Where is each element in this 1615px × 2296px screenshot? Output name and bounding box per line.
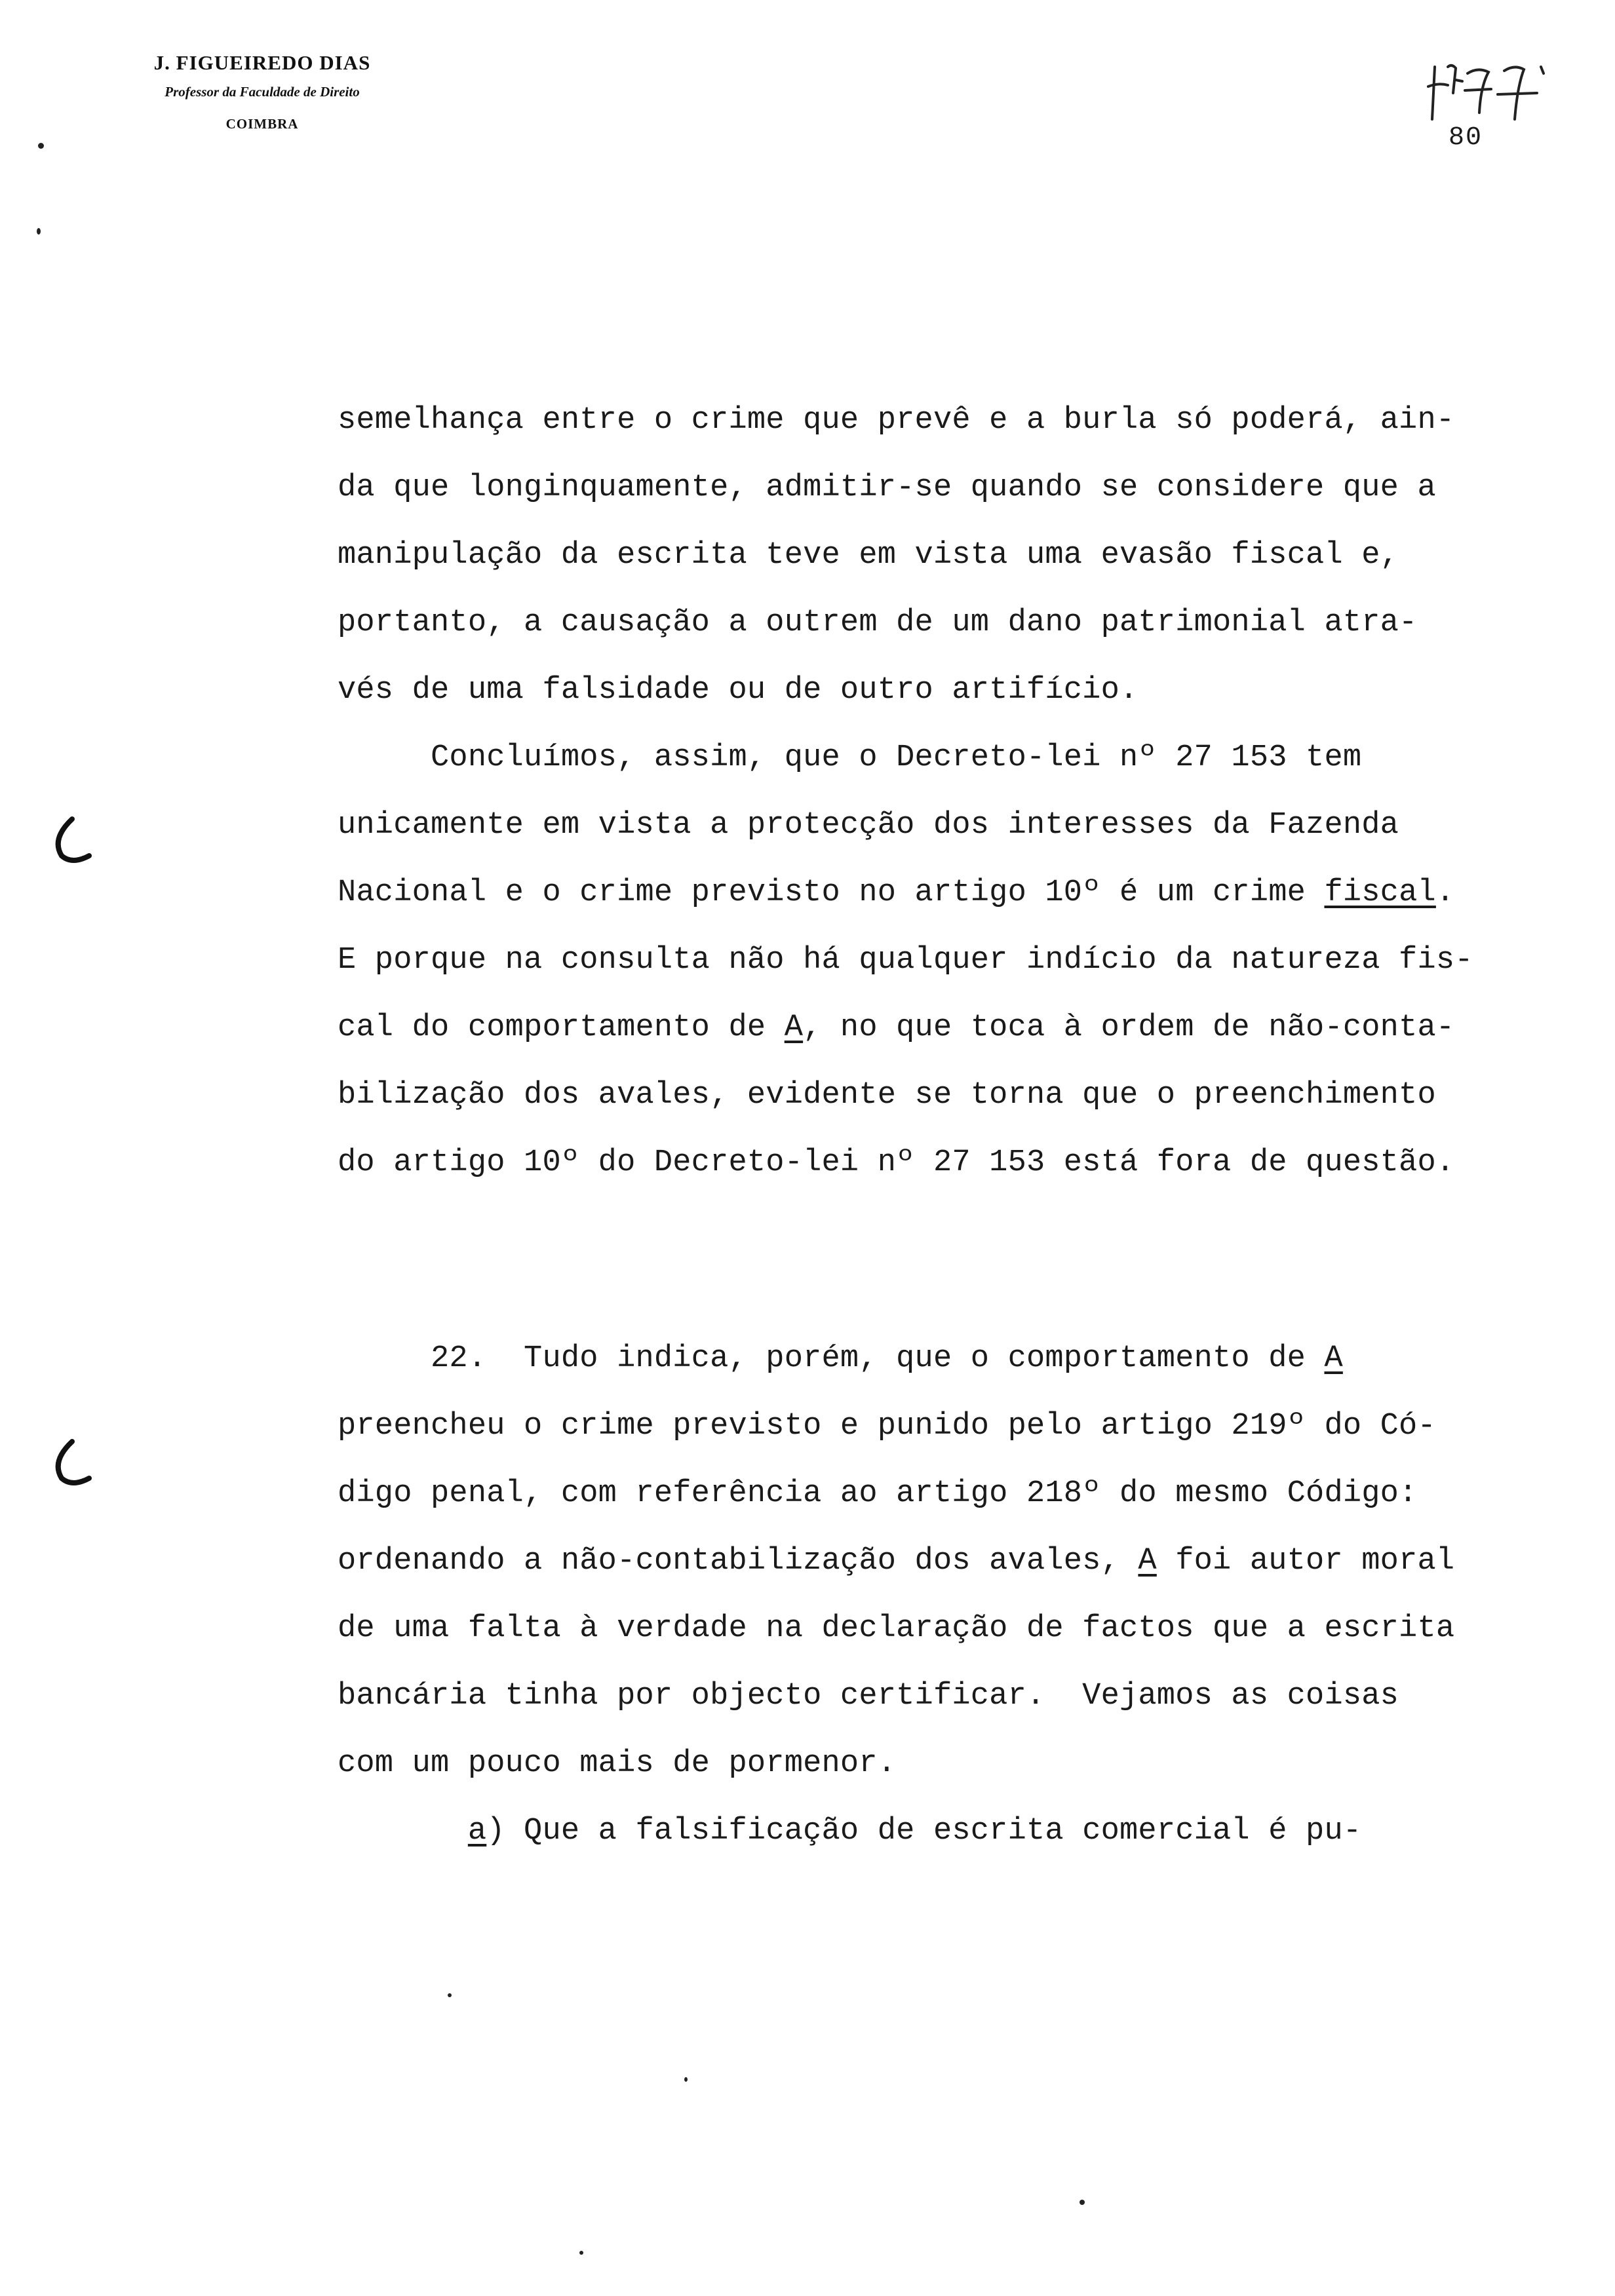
text-run: manipulação da escrita teve em vista uma evasão fiscal e, [338, 538, 1399, 573]
text-line [338, 657, 1517, 724]
text-run: bancária tinha por objecto certificar. Vejamos as coisas [338, 1679, 1399, 1713]
text-run: do artigo 10º do Decreto-lei nº 27 153 está fora de questão. [338, 1145, 1455, 1180]
scan-speck [684, 2077, 688, 2082]
text-run: Concluímos, assim, que o Decreto-lei nº 27 153 tem [338, 740, 1362, 775]
text-line [338, 1325, 1517, 1392]
text-line [338, 1460, 1517, 1527]
text-line [338, 1595, 1517, 1662]
underlined-text: fiscal [1324, 875, 1436, 910]
text-line [338, 859, 1517, 927]
text-run: digo penal, com referência ao artigo 218º do mesmo Código: [338, 1476, 1418, 1511]
paragraph [338, 1797, 1517, 1865]
letterhead-title: Professor da Faculdade de Direito [165, 84, 360, 100]
section-gap [338, 1196, 1517, 1325]
text-line [338, 724, 1517, 792]
text-line [338, 1527, 1517, 1595]
text-line [338, 994, 1517, 1062]
text-line [338, 1730, 1517, 1797]
text-run: foi autor moral [1156, 1544, 1455, 1578]
text-line [338, 1392, 1517, 1460]
text-line [338, 1062, 1517, 1129]
text-run: . [1435, 875, 1455, 910]
letterhead-name: J. FIGUEIREDO DIAS [153, 51, 371, 74]
text-run: de uma falta à verdade na declaração de factos que a escrita [338, 1611, 1455, 1646]
punch-hole-mark [46, 813, 98, 871]
scan-speck [1080, 2200, 1085, 2205]
text-run: ordenando a não-contabilização dos avales, [338, 1544, 1138, 1578]
text-run: ) Que a falsificação de escrita comercial é pu- [486, 1814, 1362, 1848]
scan-speck [37, 228, 41, 235]
text-run: cal do comportamento de [338, 1010, 785, 1045]
paragraph [338, 1325, 1517, 1797]
scan-speck [38, 143, 44, 149]
paragraph [338, 724, 1517, 1196]
underlined-text: A [1324, 1341, 1343, 1376]
handwritten-signature [1426, 54, 1557, 126]
underlined-text: A [1138, 1544, 1157, 1578]
text-line [338, 589, 1517, 657]
underlined-text: a [467, 1814, 487, 1848]
punch-hole-mark [46, 1435, 98, 1494]
text-run: unicamente em vista a protecção dos interesses da Fazenda [338, 808, 1399, 843]
text-line [338, 387, 1517, 454]
text-run: , no que toca à ordem de não-conta- [803, 1010, 1455, 1045]
text-line [338, 1129, 1517, 1196]
text-run: com um pouco mais de pormenor. [338, 1746, 897, 1781]
text-run: preencheu o crime previsto e punido pelo artigo 219º do Có- [338, 1409, 1436, 1444]
text-run: Nacional e o crime previsto no artigo 10º é um crime [338, 875, 1325, 910]
scan-speck [448, 1993, 452, 1997]
text-line [338, 1797, 1517, 1865]
text-run: vés de uma falsidade ou de outro artifício. [338, 673, 1138, 708]
text-run: da que longinquamente, admitir-se quando se considere que a [338, 470, 1436, 505]
text-run [338, 1814, 468, 1848]
letterhead [92, 51, 433, 132]
text-line [338, 792, 1517, 859]
text-line [338, 522, 1517, 589]
text-run: semelhança entre o crime que prevê e a burla só poderá, ain- [338, 403, 1455, 438]
text-run: portanto, a causação a outrem de um dano patrimonial atra- [338, 605, 1418, 640]
text-line [338, 1662, 1517, 1730]
body-text [338, 387, 1517, 1865]
paragraph [338, 387, 1517, 724]
text-run: 22. Tudo indica, porém, que o comportamento de [338, 1341, 1325, 1376]
text-line [338, 927, 1517, 994]
text-run: E porque na consulta não há qualquer indício da natureza fis- [338, 943, 1473, 978]
underlined-text: A [784, 1010, 804, 1045]
text-line [338, 454, 1517, 522]
text-run: bilização dos avales, evidente se torna que o preenchimento [338, 1078, 1436, 1113]
scan-speck [579, 2251, 583, 2255]
letterhead-city: COIMBRA [225, 116, 299, 132]
page-number: 80 [1449, 123, 1483, 153]
